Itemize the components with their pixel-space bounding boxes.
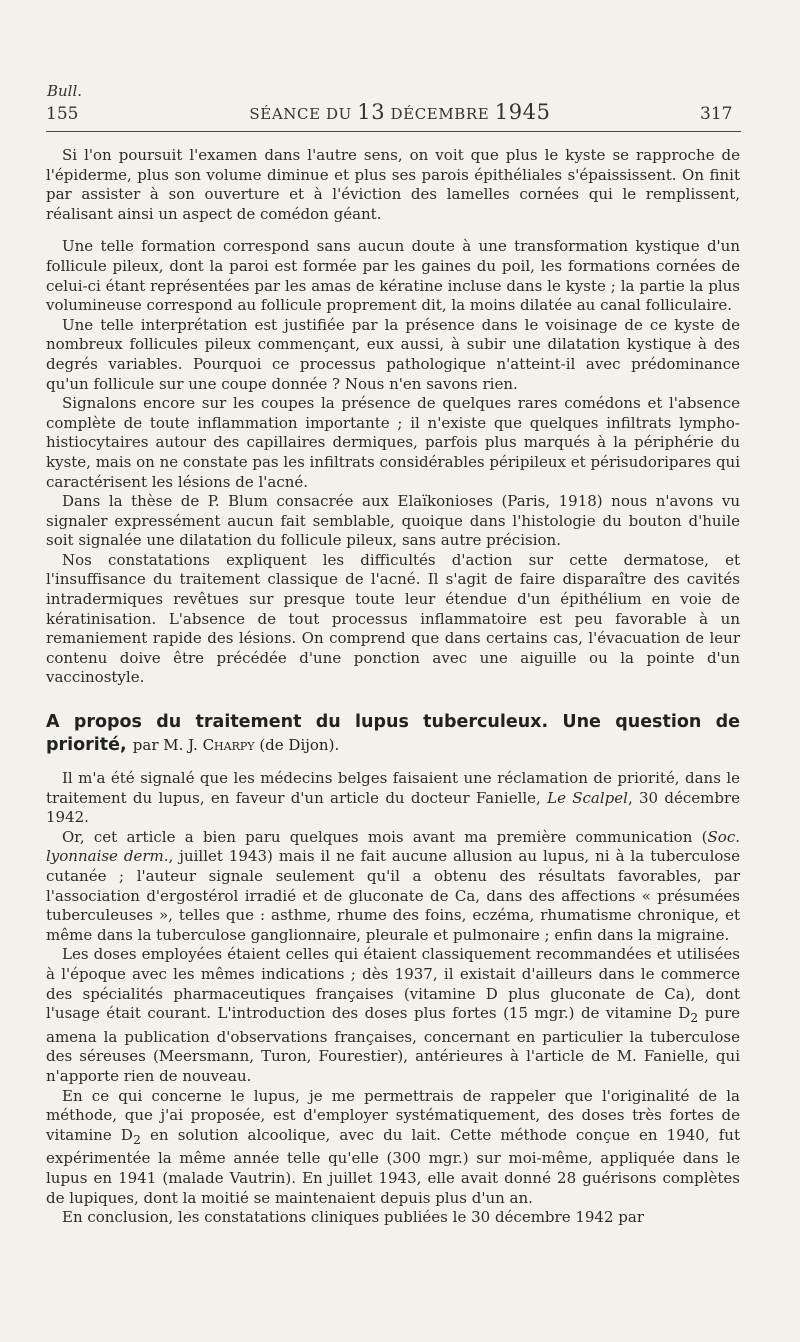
text-run: Or, cet article a bien paru quelques mois avant ma première communication ( [62, 827, 708, 846]
text-run: , juillet 1943) mais il ne fait aucune allusion au lupus, ni à la tuberculose cutanée ; l'auteur signale seulement qu'il a obtenu des résultats favorables, par l'association d'ergostérol irradié et de gluconate de Ca, dans des affections « présumées tuberculeuses », telles que : asthme, rhume des foins, eczéma, rhumatisme chronique, et même dans la tuberculose ganglionnaire, pleurale et pulmonaire ; enfin dans la migraine. [46, 847, 740, 944]
running-title-year: 1945 [494, 100, 551, 124]
text-run: En ce qui concerne le lupus, je me permettrais de rappeler que l'originalité de la méthode, que j'ai proposée, est d'employer systématiquement, des doses très fortes de vitamine D [46, 1086, 740, 1144]
article-paragraph: En conclusion, les constatations cliniques publiées le 30 décembre 1942 par [62, 1208, 644, 1227]
journal-abbreviation: Bull. [47, 82, 83, 100]
paragraph: Dans la thèse de P. Blum consacrée aux Elaïkonioses (Paris, 1918) nous n'avons vu signaler expressément aucun fait semblable, quoique dans l'histologie du bouton d'huile soit signalée une dilatation du follicule pileux, sans autre précision. [46, 492, 740, 550]
paragraph: Signalons encore sur les coupes la présence de quelques rares comédons et l'absence complète de toute inflammation importante ; il n'existe que quelques infiltrats lympho-histiocytaires autour des capillaires dermiques, parfois plus marqués à la périphérie du kyste, mais on ne constate pas les infiltrats considérables péripileux et périsudoripares qui caractérisent les lésions de l'acné. [46, 394, 740, 491]
page-number-left: 155 [46, 104, 79, 124]
paragraph: Une telle interprétation est justifiée par la présence dans le voisinage de ce kyste de nombreux follicules pileux commençant, eux aussi, à subir une dilatation kystique à des degrés variables. Pourquoi ce processus pathologique n'atteint-il avec prédominance qu'un follicule sur une coupe donnée ? Nous n'en savons rien. [46, 315, 740, 393]
text-run: Il m'a été signalé que les médecins belges faisaient une réclamation de priorité, dans le traitement du lupus, en faveur d'un article du docteur Fanielle, [46, 769, 740, 807]
article-paragraph [46, 945, 740, 1086]
text-run: , 30 décembre 1942. [46, 788, 740, 827]
paragraph: Si l'on poursuit l'examen dans l'autre sens, on voit que plus le kyste se rapproche de l'épiderme, plus son volume diminue et plus ses parois épithéliales s'épaississent. On finit par assister à son ouverture et à l'éviction des lamelles cornées qui le remplissent, réalisant ainsi un aspect de comédon géant. [46, 146, 740, 223]
running-title-day: 13 [357, 100, 386, 124]
paragraph: Nos constatations expliquent les difficultés d'action sur cette dermatose, et l'insuffisance du traitement classique de l'acné. Il s'agit de faire disparaître des cavités intradermiques revêtues sur presque toute leur étendue d'un épithélium en voie de kératinisation. L'absence de tout processus inflammatoire est peu favorable à un remaniement rapide des lésions. On comprend que dans certains cas, l'évacuation de leur contenu doive être précédée d'une ponction avec une aiguille ou la pointe d'un vaccinostyle. [46, 550, 740, 687]
subscript: 2 [132, 1131, 141, 1147]
article-heading [46, 711, 740, 757]
page-body [46, 146, 740, 1228]
running-title-month: DÉCEMBRE [390, 105, 490, 123]
journal-citation: Soc. lyonnaise derm. [46, 827, 740, 866]
article-byline [133, 736, 339, 754]
article-paragraph [46, 769, 740, 828]
text-run: pure amena la publication d'observations françaises, concernant en particulier la tuberculose des séreuses (Meersmann, Turon, Fourestier), antérieures à l'article de M. Fanielle, qui n'apporte rien de nouveau. [46, 1004, 740, 1085]
running-title [0, 100, 800, 124]
text-run: en solution alcoolique, avec du lait. Cette méthode conçue en 1940, fut expérimentée la même année telle qu'elle (300 mgr.) sur moi-même, appliquée dans le lupus en 1941 (malade Vautrin). En juillet 1943, elle avait donné 28 guérisons complètes de lupiques, dont la moitié se maintenaient depuis plus d'un an. [46, 1125, 740, 1207]
paragraph: Une telle formation correspond sans aucun doute à une transformation kystique d'un follicule pileux, dont la paroi est formée par les gaines du poil, les formations cornées de celui-ci étant représentées par les amas de kératine incluse dans le kyste ; la partie la plus volumineuse correspond au follicule proprement dit, la moins dilatée au canal folliculaire. [46, 237, 740, 315]
page-number-right: 317 [700, 104, 733, 124]
subscript: 2 [690, 1010, 699, 1026]
article-title: A propos du traitement du lupus tuberculeux. Une question de priorité, [46, 712, 740, 756]
byline-author: Charpy [202, 736, 255, 755]
byline-par: par M. J. [132, 736, 198, 755]
journal-citation: Le Scalpel [547, 788, 628, 807]
running-title-pre: SÉANCE DU [249, 105, 352, 123]
byline-place: (de Dijon). [259, 736, 340, 755]
header-rule [46, 131, 741, 132]
article-paragraph [46, 828, 740, 946]
text-run: Les doses employées étaient celles qui étaient classiquement recommandées et utilisées à l'époque avec les mêmes indications ; dès 1937, il existait d'ailleurs dans le commerce des spécialités pharmaceutiques françaises (vitamine D plus gluconate de Ca), dont l'usage était courant. L'introduction des doses plus fortes (15 mgr.) de vitamine D [46, 945, 740, 1023]
article-paragraph [46, 1087, 740, 1209]
